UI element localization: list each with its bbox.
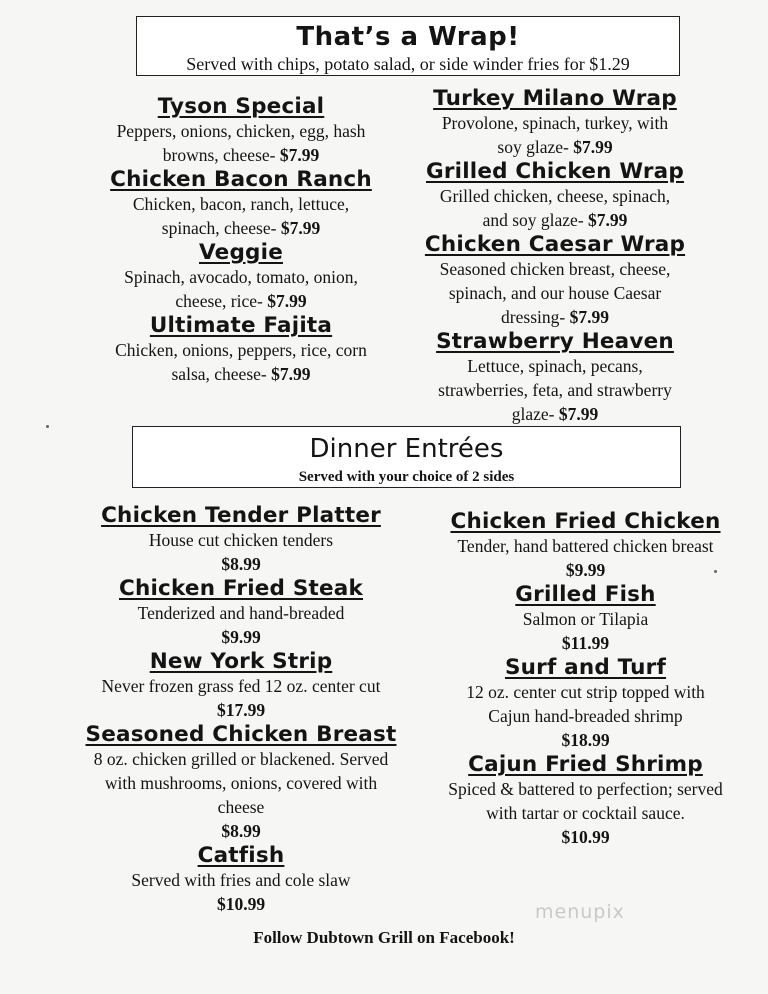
menu-item-description	[390, 402, 720, 426]
description-text: Chicken, bacon, ranch, lettuce,	[132, 194, 350, 214]
menu-item-name: Turkey Milano Wrap	[433, 86, 677, 111]
menu-item-chicken-caesar-wrap	[390, 232, 720, 329]
description-text: Lettuce, spinach, pecans,	[467, 356, 643, 376]
entrees-left-column	[56, 503, 426, 916]
menu-item-price: $7.99	[280, 218, 321, 238]
menu-item-strawberry-heaven	[390, 329, 720, 426]
description-text: spinach, cheese-	[161, 218, 281, 238]
menu-item-description	[86, 265, 396, 289]
menu-item-chicken-fried-steak	[56, 576, 426, 649]
menu-item-description	[390, 208, 720, 232]
menu-item-price: $8.99	[221, 821, 261, 841]
menu-item-name: Surf and Turf	[504, 655, 667, 680]
menu-item-description	[390, 135, 720, 159]
menu-item-description	[56, 771, 426, 795]
wraps-header-box	[136, 16, 680, 76]
menu-item-turkey-milano-wrap	[390, 86, 720, 159]
menu-item-name: Grilled Chicken Wrap	[426, 159, 684, 184]
menu-item-chicken-tender-platter	[56, 503, 426, 576]
menu-item-grilled-fish	[408, 582, 763, 655]
menu-item-description	[56, 674, 426, 698]
description-text: and soy glaze-	[482, 210, 589, 230]
menu-item-name: Veggie	[199, 240, 283, 265]
wraps-left-column	[86, 94, 396, 386]
description-text: Cajun hand-breaded shrimp	[488, 706, 683, 726]
menu-item-price: $7.99	[573, 137, 613, 157]
menu-item-name: Chicken Bacon Ranch	[110, 167, 372, 192]
description-text: strawberries, feta, and strawberry	[438, 380, 672, 400]
entrees-header-box	[132, 426, 681, 488]
description-text: glaze-	[511, 404, 559, 424]
wraps-subtitle: Served with chips, potato salad, or side winder fries for $1.29	[186, 54, 630, 74]
menu-item-price: $18.99	[561, 730, 610, 750]
menu-item-price: $7.99	[588, 210, 628, 230]
menu-item-name: Chicken Caesar Wrap	[424, 232, 686, 257]
menu-item-name: Ultimate Fajita	[149, 313, 333, 338]
menu-item-price: $10.99	[216, 894, 266, 914]
scan-speck	[714, 570, 717, 573]
scan-speck	[46, 425, 49, 428]
menu-item-price: $17.99	[216, 700, 266, 720]
menu-item-description	[408, 607, 763, 631]
menu-item-seasoned-chicken-breast	[56, 722, 426, 843]
wraps-title: That’s a Wrap!	[296, 22, 520, 52]
menu-item-chicken-bacon-ranch	[86, 167, 396, 240]
menu-item-description	[56, 747, 426, 771]
menu-item-name: Grilled Fish	[515, 582, 656, 607]
menu-item-description	[86, 192, 396, 216]
menu-item-price: $10.99	[561, 827, 610, 847]
description-text: 12 oz. center cut strip topped with	[466, 682, 705, 702]
menu-item-description	[408, 534, 763, 558]
menu-item-price: $7.99	[558, 404, 599, 424]
description-text: Chicken, onions, peppers, rice, corn	[115, 340, 367, 360]
menu-item-description	[56, 795, 426, 819]
menu-item-price: $7.99	[279, 145, 320, 165]
menu-item-veggie	[86, 240, 396, 313]
description-text: browns, cheese-	[162, 145, 280, 165]
menu-item-new-york-strip	[56, 649, 426, 722]
entrees-subtitle: Served with your choice of 2 sides	[298, 469, 515, 485]
menu-item-description	[390, 281, 720, 305]
description-text: Served with fries and cole slaw	[131, 870, 351, 890]
entrees-title: Dinner Entrées	[309, 434, 504, 464]
menu-item-description	[86, 338, 396, 362]
description-text: with tartar or cocktail sauce.	[486, 803, 685, 823]
description-text: Peppers, onions, chicken, egg, hash	[116, 121, 366, 141]
menu-item-name: Chicken Tender Platter	[101, 503, 381, 528]
description-text: 8 oz. chicken grilled or blackened. Served	[93, 749, 389, 769]
menu-item-surf-and-turf	[408, 655, 763, 752]
menu-item-description	[390, 354, 720, 378]
menu-item-description	[390, 257, 720, 281]
menu-item-name: Cajun Fried Shrimp	[468, 752, 703, 777]
menu-item-catfish	[56, 843, 426, 916]
menu-item-description	[390, 378, 720, 402]
menu-item-chicken-fried-chicken	[408, 509, 763, 582]
description-text: Spinach, avocado, tomato, onion,	[124, 267, 358, 287]
menu-item-price: $8.99	[221, 554, 261, 574]
menu-item-description	[86, 119, 396, 143]
entrees-right-column	[408, 509, 763, 849]
description-text: Never frozen grass fed 12 oz. center cut	[101, 676, 381, 696]
description-text: Tender, hand battered chicken breast	[457, 536, 714, 556]
description-text: Provolone, spinach, turkey, with	[441, 113, 669, 133]
menu-item-name: Strawberry Heaven	[436, 329, 674, 354]
menu-item-description	[408, 704, 763, 728]
description-text: Spiced & battered to perfection; served	[448, 779, 723, 799]
menu-item-description	[56, 868, 426, 892]
facebook-footer: Follow Dubtown Grill on Facebook!	[253, 928, 515, 947]
menu-item-price: $7.99	[569, 307, 609, 327]
menu-item-price: $9.99	[565, 560, 606, 580]
description-text: Grilled chicken, cheese, spinach,	[439, 186, 671, 206]
menu-item-description	[390, 111, 720, 135]
menu-item-name: New York Strip	[149, 649, 333, 674]
menu-item-description	[86, 362, 396, 386]
menu-item-description	[408, 777, 763, 801]
menu-item-name: Chicken Fried Chicken	[450, 509, 721, 534]
menu-item-cajun-fried-shrimp	[408, 752, 763, 849]
description-text: Salmon or Tilapia	[522, 609, 649, 629]
description-text: House cut chicken tenders	[148, 530, 334, 550]
menu-item-description	[56, 601, 426, 625]
description-text: cheese	[217, 797, 265, 817]
menu-item-price: $11.99	[561, 633, 610, 653]
menu-item-description	[390, 305, 720, 329]
menu-item-description	[408, 801, 763, 825]
menu-item-name: Seasoned Chicken Breast	[85, 722, 397, 747]
wraps-right-column	[390, 86, 720, 426]
description-text: cheese, rice-	[175, 291, 268, 311]
description-text: Seasoned chicken breast, cheese,	[439, 259, 671, 279]
menu-item-description	[86, 289, 396, 313]
menu-item-name: Chicken Fried Steak	[119, 576, 363, 601]
description-text: Tenderized and hand-breaded	[137, 603, 345, 623]
menu-item-ultimate-fajita	[86, 313, 396, 386]
menu-item-tyson-special	[86, 94, 396, 167]
description-text: with mushrooms, onions, covered with	[104, 773, 378, 793]
description-text: soy glaze-	[497, 137, 574, 157]
menu-item-price: $9.99	[221, 627, 261, 647]
menu-item-description	[56, 528, 426, 552]
menu-item-price: $7.99	[271, 364, 311, 384]
menu-item-description	[86, 143, 396, 167]
menu-item-grilled-chicken-wrap	[390, 159, 720, 232]
menu-item-description	[390, 184, 720, 208]
description-text: salsa, cheese-	[171, 364, 272, 384]
menu-item-description	[408, 680, 763, 704]
description-text: spinach, and our house Caesar	[448, 283, 662, 303]
menupix-watermark: menupix	[535, 901, 625, 923]
menu-item-description	[86, 216, 396, 240]
menu-item-name: Tyson Special	[157, 94, 325, 119]
menu-item-price: $7.99	[267, 291, 307, 311]
description-text: dressing-	[501, 307, 570, 327]
menu-item-name: Catfish	[197, 843, 285, 868]
